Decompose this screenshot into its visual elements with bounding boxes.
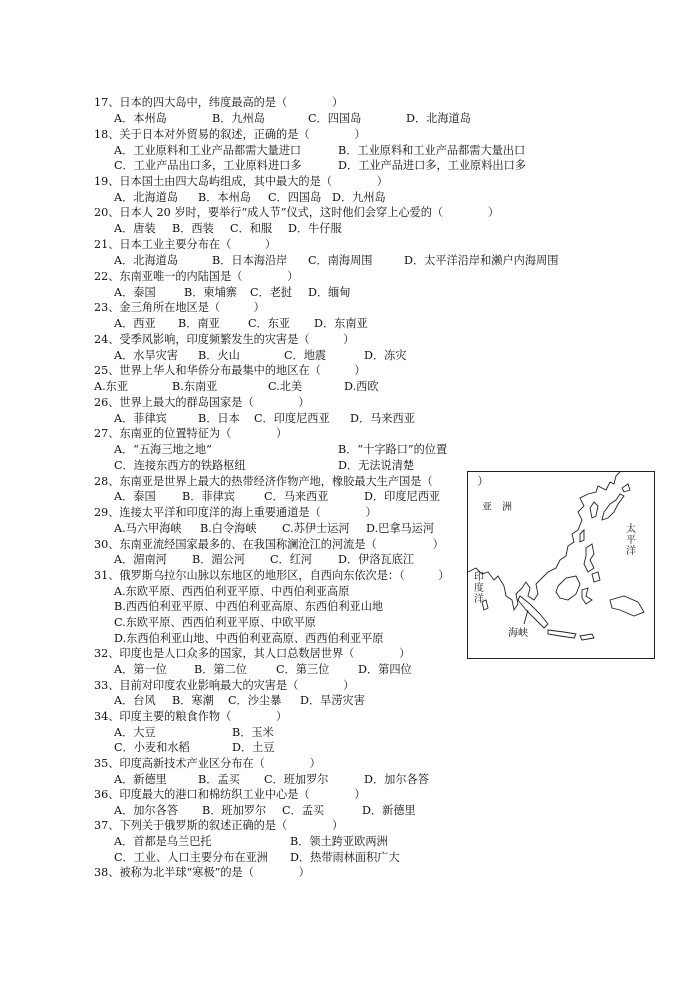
- option: D．旱涝灾害: [300, 694, 365, 707]
- option-34c: C．小麦和水稻: [114, 741, 190, 754]
- option: D．印度尼西亚: [364, 490, 441, 503]
- sulawesi-coast: [582, 588, 592, 604]
- option: D．太平洋沿岸和濑户内海周围: [404, 254, 559, 267]
- option: D．九州岛: [332, 191, 386, 204]
- option: A．台风: [114, 694, 156, 707]
- option: C．孟买: [282, 804, 325, 817]
- option: A．泰国: [114, 490, 156, 503]
- option-34d: D．土豆: [232, 741, 275, 754]
- option: D.巴拿马运河: [366, 522, 435, 535]
- options-17: [114, 111, 471, 126]
- option: D．马来西亚: [350, 412, 415, 425]
- question-26: 26、世界上最大的群岛国家是（ ）: [94, 396, 310, 409]
- timor-coast: [580, 634, 594, 640]
- option: C．沙尘暴: [228, 694, 282, 707]
- options-32: [114, 662, 412, 677]
- question-36: 36、印度最大的港口和棉纺织工业中心是（ ）: [94, 788, 366, 801]
- options-22: [114, 285, 351, 300]
- option: D．北海道岛: [406, 112, 471, 125]
- option: A.马六甲海峡: [114, 522, 182, 535]
- option: A．西亚: [114, 317, 156, 330]
- option: A．北海道岛: [114, 191, 179, 204]
- option: A.东亚: [94, 380, 129, 393]
- question-25: 25、世界上华人和华侨分布最集中的地区在（ ）: [94, 364, 366, 377]
- label-strait: 海峡: [508, 628, 528, 639]
- option-37c: C．工业、人口主要分布在亚洲: [114, 851, 268, 864]
- option: D．东南亚: [314, 317, 368, 330]
- option: B．日本海沿岸: [212, 254, 288, 267]
- option: D．第四位: [358, 663, 412, 676]
- options-28: [114, 489, 440, 504]
- question-32: 32、印度也是人口众多的国家，其人口总数居世界（ ）: [94, 647, 411, 660]
- borneo-coast: [556, 576, 580, 600]
- option: B.东南亚: [172, 380, 218, 393]
- question-28: 28、东南亚是世界上最大的热带经济作物产地，橡胶最大生产国是（ ）: [94, 475, 489, 488]
- option: D．新德里: [362, 804, 416, 817]
- option: A．第一位: [114, 663, 167, 676]
- japan-coast: [590, 502, 598, 518]
- options-25: [94, 379, 379, 394]
- option: B．柬埔寨: [184, 286, 237, 299]
- question-17: 17、日本的四大岛中，纬度最高的是（ ）: [94, 96, 344, 109]
- question-18: 18、关于日本对外贸易的叙述，正确的是（ ）: [94, 128, 366, 141]
- option-27b: B．“十字路口”的位置: [338, 443, 448, 456]
- option: A．北海道岛: [114, 254, 179, 267]
- option: D．伊洛瓦底江: [338, 553, 415, 566]
- option-37b: B．领土跨亚欧两洲: [290, 835, 388, 848]
- option: B．日本: [198, 412, 240, 425]
- option-18a: A．工业原料和工业产品都需大量进口: [114, 144, 302, 157]
- option-34a: A．大豆: [114, 726, 156, 739]
- option-18c: C．工业产品出口多，工业原料进口多: [114, 159, 302, 172]
- option: C.北美: [268, 380, 303, 393]
- question-31: 31、俄罗斯乌拉尔山脉以东地区的地形区，自西向东依次是：（ ）: [94, 569, 450, 582]
- option-27a: A．“五海三地之地”: [114, 443, 212, 456]
- options-33: [114, 693, 365, 708]
- option: C．马来西亚: [264, 490, 329, 503]
- option: B．南亚: [178, 317, 220, 330]
- option: D．加尔各答: [364, 773, 429, 786]
- question-37: 37、下列关于俄罗斯的叙述正确的是（ ）: [94, 819, 344, 832]
- taiwan-coast: [580, 530, 584, 542]
- label-indian-ocean: 印度洋: [474, 572, 484, 605]
- question-20: 20、日本人 20 岁时，要举行“成人节”仪式，这时他们会穿上心爱的（ ）: [94, 206, 500, 219]
- question-21: 21、日本工业主要分布在（ ）: [94, 238, 277, 251]
- option: C．老挝: [250, 286, 293, 299]
- japan-coast: [602, 494, 624, 520]
- option-31b: B.西西伯利亚平原、中西伯利亚高原、东西伯利亚山地: [114, 600, 384, 613]
- question-27: 27、东南亚的位置特征为（ ）: [94, 427, 288, 440]
- option-34b: B．玉米: [232, 726, 274, 739]
- option: C．班加罗尔: [264, 773, 329, 786]
- options-24: [114, 348, 407, 363]
- question-30: 30、东南亚流经国家最多的、在我国称澜沧江的河流是（ ）: [94, 538, 444, 551]
- option: A．湄南河: [114, 553, 167, 566]
- option: C．和服: [230, 222, 273, 235]
- option: D．缅甸: [308, 286, 351, 299]
- question-33: 33、目前对印度农业影响最大的灾害是（ ）: [94, 679, 355, 692]
- option: C．四国岛: [308, 112, 362, 125]
- option: C．第三位: [276, 663, 330, 676]
- strait-pointer: [524, 610, 528, 624]
- option: C．东亚: [248, 317, 291, 330]
- option: A．加尔各答: [114, 804, 179, 817]
- option: C．地震: [284, 349, 327, 362]
- philippines-coast: [584, 544, 594, 572]
- option: D．牛仔服: [288, 222, 342, 235]
- option-18b: B．工业原料和工业产品都需大量出口: [338, 144, 526, 157]
- sumatra-coast: [518, 596, 548, 628]
- option: B．湄公河: [192, 553, 245, 566]
- question-23: 23、金三角所在地区是（ ）: [94, 301, 265, 314]
- options-23: [114, 316, 368, 331]
- question-38: 38、被称为北半球“寒极”的是（ ）: [94, 866, 310, 879]
- map-drawing: [468, 472, 654, 658]
- option: C.苏伊士运河: [282, 522, 350, 535]
- option: B．第二位: [194, 663, 247, 676]
- option: C．四国岛: [268, 191, 322, 204]
- option: C．南海周围: [308, 254, 373, 267]
- option-31d: D.东西伯利亚山地、中西伯利亚高原、西西伯利亚平原: [114, 632, 384, 645]
- label-asia: 亚 洲: [482, 502, 512, 513]
- options-21: [114, 253, 558, 268]
- option: B．班加罗尔: [202, 804, 267, 817]
- option-27c: C．连接东西方的铁路枢纽: [114, 459, 246, 472]
- option: A．本州岛: [114, 112, 167, 125]
- option: B．火山: [198, 349, 240, 362]
- option: A．泰国: [114, 286, 156, 299]
- option: D.西欧: [344, 380, 379, 393]
- japan-coast: [622, 484, 630, 492]
- philippines-coast: [592, 572, 600, 582]
- new-guinea-coast: [610, 596, 644, 616]
- option: B．菲律宾: [182, 490, 235, 503]
- option: B．西装: [172, 222, 214, 235]
- question-35: 35、印度高新技术产业区分布在（ ）: [94, 757, 321, 770]
- options-36: [114, 803, 416, 818]
- option-31a: A.东欧平原、西西伯利亚平原、中西伯利亚高原: [114, 585, 350, 598]
- options-20: [114, 221, 342, 236]
- options-35: [114, 772, 429, 787]
- java-coast: [548, 630, 576, 638]
- question-34: 34、印度主要的粮食作物（ ）: [94, 710, 288, 723]
- question-24: 24、受季风影响，印度频繁发生的灾害是（ ）: [94, 333, 355, 346]
- option-27d: D．无法说清楚: [338, 459, 415, 472]
- option-18d: D．工业产品进口多，工业原料出口多: [338, 159, 526, 172]
- mainland-coast: [468, 472, 620, 610]
- option-31c: C.东欧平原、西西伯利亚平原、中欧平原: [114, 616, 316, 629]
- options-26: [114, 411, 415, 426]
- option: B．寒潮: [172, 694, 214, 707]
- options-30: [114, 552, 414, 567]
- option: B．九州岛: [212, 112, 265, 125]
- option: B．本州岛: [198, 191, 251, 204]
- option: A．水旱灾害: [114, 349, 179, 362]
- option: C．红河: [270, 553, 313, 566]
- question-19: 19、日本国土由四大岛屿组成，其中最大的是（ ）: [94, 175, 388, 188]
- option: C．印度尼西亚: [254, 412, 330, 425]
- option: B．孟买: [198, 773, 240, 786]
- option: A．新德里: [114, 773, 167, 786]
- options-29: [114, 521, 434, 536]
- option-37a: A．首都是乌兰巴托: [114, 835, 212, 848]
- option: A．唐装: [114, 222, 156, 235]
- options-19: [114, 190, 386, 205]
- option: D．冻灾: [364, 349, 407, 362]
- question-29: 29、连接太平洋和印度洋的海上重要通道是（ ）: [94, 506, 377, 519]
- label-pacific: 太平洋: [626, 524, 636, 557]
- option: B.白令海峡: [200, 522, 257, 535]
- southeast-asia-map: [467, 471, 655, 659]
- question-22: 22、东南亚唯一的内陆国是（ ）: [94, 270, 299, 283]
- option: A．菲律宾: [114, 412, 167, 425]
- option-37d: D．热带雨林面积广大: [290, 851, 400, 864]
